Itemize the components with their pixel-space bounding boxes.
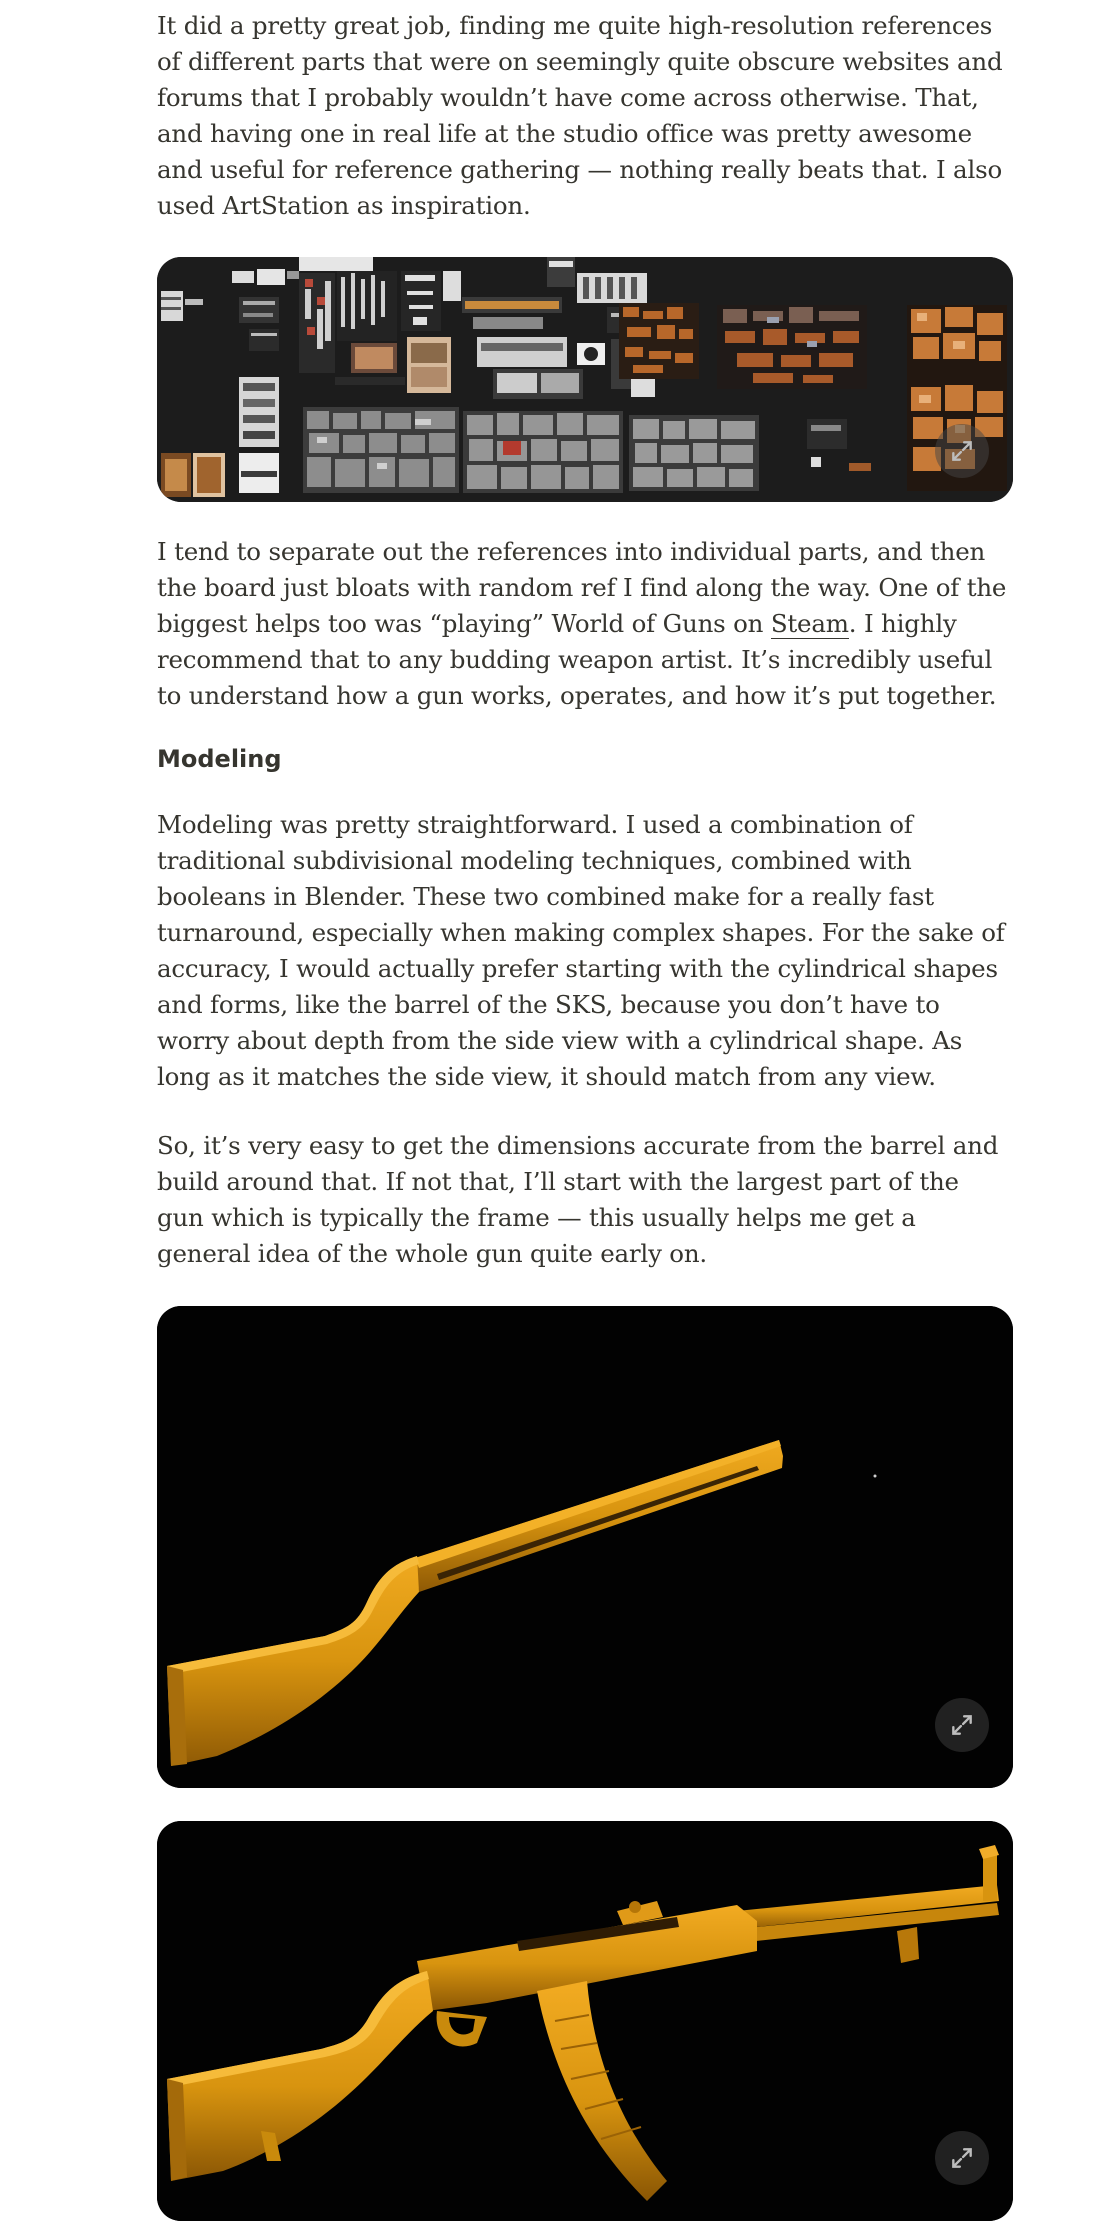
rifle-render-image[interactable] [157, 1821, 1013, 2221]
steam-link[interactable]: Steam [770, 609, 849, 638]
paragraph-text: I tend to separate out the references into individual parts, and then the board just bloats with random ref I find along the way. One of the biggest helps too was “playing” World of Guns on [157, 537, 1007, 638]
stock-render-image[interactable] [157, 1306, 1013, 1788]
paragraph-intro: It did a pretty great job, finding me quite high-resolution references of different parts that were on seemingly quite obscure websites and forums that I probably wouldn’t have come across otherwise. That, and having one in real life at the studio office was pretty awesome and useful for reference gathering — nothing really beats that. I also used ArtStation as inspiration. [157, 11, 1003, 220]
reference-board-image[interactable] [157, 257, 1013, 502]
paragraph-modeling: Modeling was pretty straightforward. I used a combination of traditional subdivisional modeling techniques, combined with booleans in Blender. These two combined make for a really fast turnaround, especially when making complex shapes. For the sake of accuracy, I would actually prefer starting with the cylindrical shapes and forms, like the barrel of the SKS, because you don’t have to worry about depth from the side view with a cylindrical shape. As long as it matches the side view, it should match from any view. [157, 810, 1005, 1091]
rifle-stock-render [157, 1306, 1013, 1788]
paragraph-dimensions: So, it’s very easy to get the dimensions accurate from the barrel and build around that. If not that, I’ll start with the largest part of the gun which is typically the frame — this usually helps me get a general idea of the whole gun quite early on. [157, 1131, 999, 1268]
expand-icon [949, 438, 975, 464]
paragraph-text: . I highly recommend that to any budding weapon artist. It’s incredibly useful to understand how a gun works, operates, and how it’s put together. [157, 609, 997, 710]
expand-button[interactable] [935, 1698, 989, 1752]
reference-board-collage [157, 257, 1013, 502]
expand-icon [949, 2145, 975, 2171]
expand-button[interactable] [935, 2131, 989, 2185]
expand-icon [949, 1712, 975, 1738]
expand-button[interactable] [935, 424, 989, 478]
sks-rifle-render [157, 1821, 1013, 2221]
paragraph-references [157, 534, 1013, 714]
section-heading-modeling: Modeling [157, 745, 282, 773]
